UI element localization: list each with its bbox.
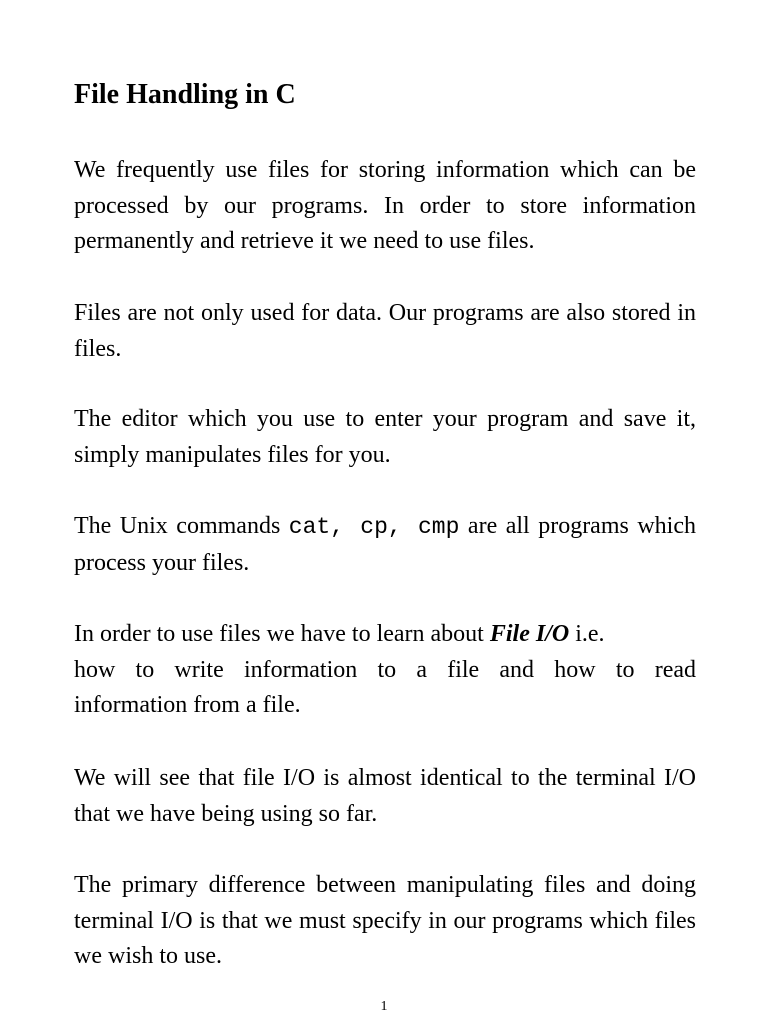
paragraph-file-io: [74, 617, 696, 724]
paragraph-editor: The editor which you use to enter your program and save it, simply manipulates files for you.: [74, 406, 696, 468]
file-io-text-before: In order to use files we have to learn about: [74, 621, 490, 647]
unix-commands-text-before: The Unix commands: [74, 513, 289, 539]
paragraph-unix-commands: [74, 509, 696, 581]
unix-commands-text-after: are all programs which process your files.: [74, 513, 696, 576]
paragraph-files-intro: We frequently use files for storing information which can be processed by our programs. In order to store information permanently and retrieve it we need to use files.: [74, 157, 696, 254]
unix-commands-code: cat, cp, cmp: [288, 514, 460, 540]
page-number: 1: [380, 999, 388, 1014]
paragraph-primary-difference: The primary difference between manipulating files and doing terminal I/O is that we must specify in our programs which files we wish to use.: [74, 872, 696, 969]
file-io-text-line3: information from a file.: [74, 692, 301, 718]
file-io-text-line1-end: i.e.: [569, 621, 605, 647]
paragraph-terminal-io: We will see that file I/O is almost identical to the terminal I/O that we have being using so far.: [74, 765, 696, 827]
file-io-text-line2: how to write information to a file and how to read: [74, 656, 696, 683]
page-title: File Handling in C: [74, 79, 296, 110]
file-io-emphasis: File I/O: [489, 621, 570, 647]
paragraph-programs-in-files: Files are not only used for data. Our programs are also stored in files.: [74, 300, 696, 362]
